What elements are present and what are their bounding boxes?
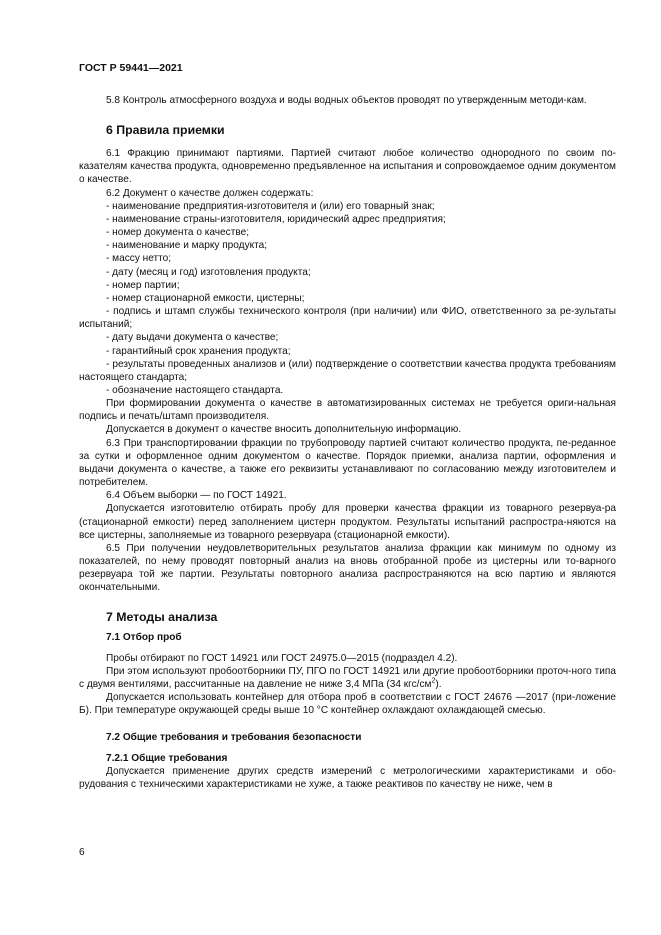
list-item: - номер документа о качестве;: [106, 227, 250, 239]
list-item: - обозначение настоящего стандарта.: [106, 384, 284, 396]
list-item: - дату (месяц и год) изготовления продукта;: [106, 266, 311, 278]
paragraph-auto-systems: При формировании документа о качестве в автоматизированных системах не требуется ориги-нальная подпись и печать/штамп производителя.: [79, 398, 616, 423]
paragraph-6-4-sampling: Допускается изготовителю отбирать пробу для проверки качества фракции из товарного резервуа-ра (стационарной емкости) перед заполнением цистерн продуктом. Результаты испытаний распростра-няются на все цистерны, заполняемые из товарного резервуара (стационарной емкости).: [79, 503, 616, 541]
section-6-title: 6 Правила приемки: [106, 123, 225, 138]
subsection-7-2-1-title: 7.2.1 Общие требования: [106, 752, 228, 764]
document-body: [79, 94, 616, 791]
superscript-two: 2: [431, 677, 436, 685]
paragraph-7-1-sampling: Пробы отбирают по ГОСТ 14921 или ГОСТ 24975.0—2015 (подраздел 4.2).: [106, 652, 458, 664]
paragraph-6-3: 6.3 При транспортировании фракции по трубопроводу партией считают количество продукта, пе-реданное за сутки и оформленное одним документом о качестве. Порядок приемки, анализа партии, оформления и выдачи документа о качестве, а также его реквизиты устанавливают по согласованию между изготовителем и потребителем.: [79, 437, 616, 489]
list-item: - дату выдачи документа о качестве;: [106, 332, 279, 344]
section-7-title: 7 Методы анализа: [106, 610, 218, 625]
list-item: - гарантийный срок хранения продукта;: [106, 345, 291, 357]
paragraph-7-1-samplers-end: ).: [435, 678, 442, 690]
paragraph-6-2: 6.2 Документ о качестве должен содержать:: [106, 187, 314, 199]
list-item: - массу нетто;: [106, 253, 172, 265]
paragraph-extra-info: Допускается в документ о качестве вносить дополнительную информацию.: [106, 424, 462, 436]
list-item: - результаты проведенных анализов и (или) подтверждение о соответствии качества продукта требованиям настоящего стандарта;: [79, 358, 616, 383]
paragraph-7-1-samplers: [79, 665, 616, 691]
subsection-7-2-title: 7.2 Общие требования и требования безопасности: [106, 732, 362, 744]
paragraph-7-1-container: Допускается использовать контейнер для отбора проб в соответствии с ГОСТ 24676 —2017 (при-ложение Б). При температуре окружающей среды выше 10 °С контейнер охлаждают охлаждающей смесью.: [79, 692, 616, 717]
document-header: ГОСТ Р 59441—2021: [79, 62, 183, 74]
paragraph-7-1-samplers-text: При этом используют пробоотборники ПУ, ПГО по ГОСТ 14921 или другие пробоотборники проточ-ного типа с двумя вентилями, рассчитанные на давление не ниже 3,4 МПа (34 кгс/см: [79, 665, 616, 690]
list-item: - подпись и штамп службы технического контроля (при наличии) или ФИО, ответственного за ре-зультаты испытаний;: [79, 306, 616, 331]
paragraph-6-4: 6.4 Объем выборки — по ГОСТ 14921.: [106, 490, 287, 502]
list-item: - номер партии;: [106, 279, 180, 291]
paragraph-6-1: 6.1 Фракцию принимают партиями. Партией считают любое количество однородного по своим по-казателям качества продукта, одновременно предъявленное на испытания и сопровождаемое одним документом о качестве.: [79, 148, 616, 186]
paragraph-6-5: 6.5 При получении неудовлетворительных результатов анализа фракции как минимум по одному из показателей, по нему проводят повторный анализ на вновь отобранной пробе из цистерны или то-варного резервуара той же партии. Результаты повторного анализа распространяются на всю партию и являются окончательными.: [79, 542, 616, 594]
list-item: - наименование страны-изготовителя, юридический адрес предприятия;: [106, 213, 446, 225]
subsection-7-1-title: 7.1 Отбор проб: [106, 632, 182, 644]
list-item: - номер стационарной емкости, цистерны;: [106, 292, 305, 304]
page-number: 6: [79, 847, 85, 858]
list-item: - наименование предприятия-изготовителя и (или) его товарный знак;: [106, 200, 435, 212]
paragraph-7-2-1: Допускается применение других средств измерений с метрологическими характеристиками и обо-рудования с техническими характеристиками не хуже, а также реактивов по качеству не ниже, чем в: [79, 765, 616, 790]
paragraph-5-8: 5.8 Контроль атмосферного воздуха и воды водных объектов проводят по утвержденным методи-кам.: [106, 95, 587, 106]
list-item: - наименование и марку продукта;: [106, 240, 268, 252]
